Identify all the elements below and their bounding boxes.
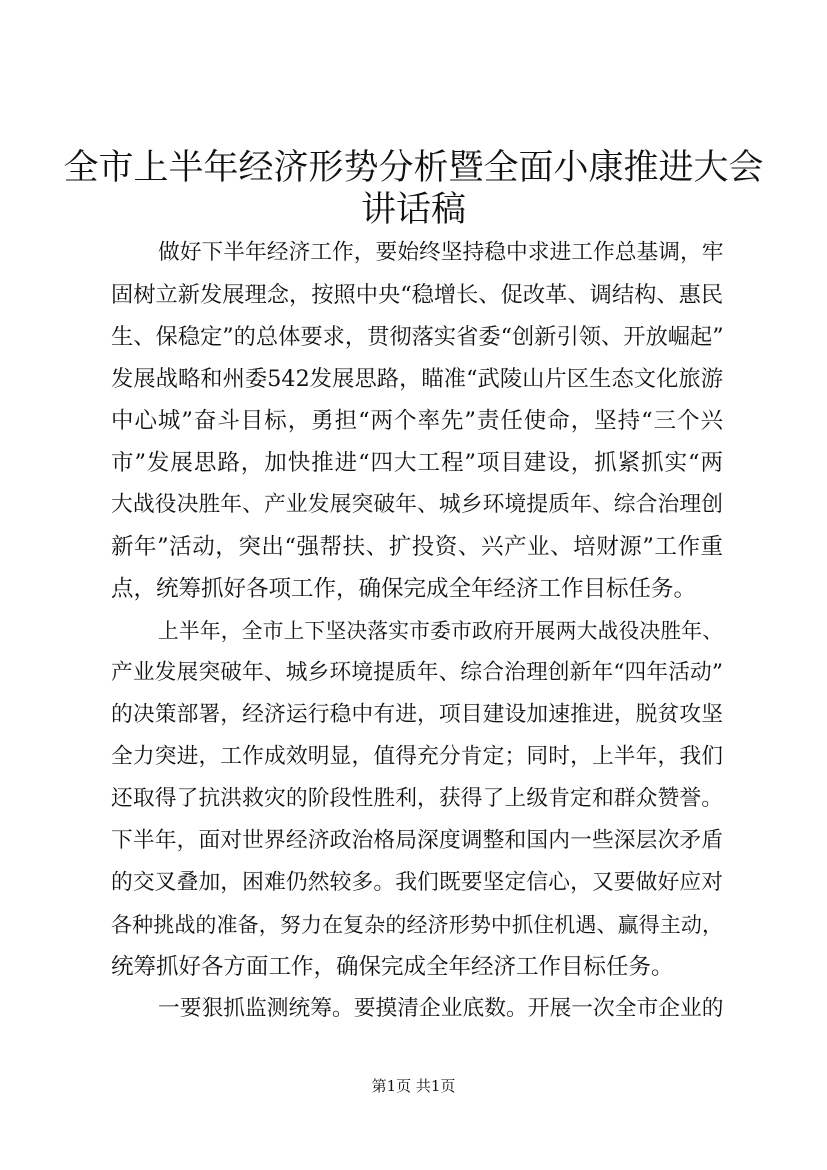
page-number-footer: 第1页 共1页 [371, 1077, 456, 1095]
paragraph-line: 发展战略和州委542发展思路，瞄准“武陵山片区生态文化旅游 [111, 366, 723, 392]
paragraph-line: 各种挑战的准备，努力在复杂的经济形势中抓住机遇、赢得主动， [111, 913, 723, 937]
paragraph-line: 大战役决胜年、产业发展突破年、城乡环境提质年、综合治理创 [111, 492, 723, 517]
paragraph-line: 统筹抓好各方面工作，确保完成全年经济工作目标任务。 [111, 954, 674, 980]
paragraph-line: 固树立新发展理念，按照中央“稳增长、促改革、调结构、惠民 [111, 282, 724, 308]
paragraph-line: 做好下半年经济工作，要始终坚持稳中求进工作总基调，牢 [158, 240, 724, 265]
paragraph-line: 点，统筹抓好各项工作，确保完成全年经济工作目标任务。 [111, 576, 697, 602]
paragraph-line: 下半年，面对世界经济政治格局深度调整和国内一些深层次矛盾 [111, 828, 723, 853]
paragraph-line: 产业发展突破年、城乡环境提质年、综合治理创新年“四年活动” [111, 660, 723, 685]
paragraph-line: 上半年，全市上下坚决落实市委市政府开展两大战役决胜年、 [158, 619, 723, 643]
paragraph-line: 中心城”奋斗目标，勇担“两个率先”责任使命，坚持“三个兴 [111, 408, 723, 434]
paragraph-line: 生、保稳定”的总体要求，贯彻落实省委“创新引领、开放崛起” [111, 324, 724, 350]
paragraph-line: 全力突进，工作成效明显，值得充分肯定；同时，上半年，我们 [111, 744, 723, 769]
paragraph-line: 还取得了抗洪救灾的阶段性胜利，获得了上级肯定和群众赞誉。 [111, 786, 723, 811]
paragraph-line: 新年”活动，突出“强帮扶、扩投资、兴产业、培财源”工作重 [111, 534, 723, 560]
document-title-line-2: 讲话稿 [360, 190, 466, 230]
document-title-line-1: 全市上半年经济形势分析暨全面小康推进大会 [63, 148, 764, 188]
paragraph-line: 的交叉叠加，困难仍然较多。我们既要坚定信心，又要做好应对 [111, 870, 723, 895]
paragraph-line: 的决策部署，经济运行稳中有进，项目建设加速推进，脱贫攻坚 [111, 702, 723, 727]
paragraph-line: 市”发展思路，加快推进“四大工程”项目建设，抓紧抓实“两 [111, 450, 723, 476]
paragraph-line: 一要狠抓监测统筹。要摸清企业底数。开展一次全市企业的 [158, 996, 724, 1021]
